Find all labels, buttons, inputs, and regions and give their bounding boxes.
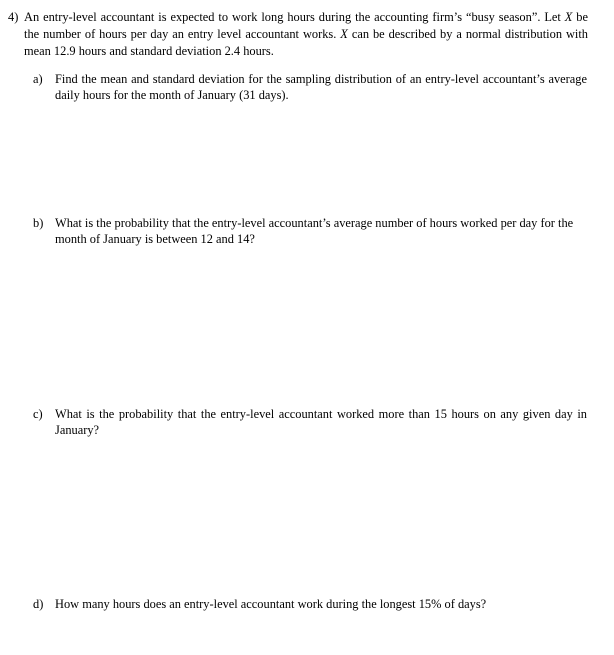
part-d-text: How many hours does an entry-level accountant work during the longest 15% of days?	[55, 597, 487, 611]
variable-x-2: X	[340, 27, 348, 41]
question-part-a	[33, 71, 587, 103]
part-b-text: What is the probability that the entry-level accountant’s average number of hours worked per day for the month of January is between 12 and 14?	[55, 216, 574, 246]
intro-text-1: An entry-level accountant is expected to work long hours during the accounting firm’s “busy season”. Let	[24, 10, 565, 24]
question-part-d	[33, 596, 587, 612]
question-part-b	[33, 215, 587, 247]
intro-text-3: can be described by a normal distribution with mean 12.9 hours and standard deviation 2.4 hours.	[24, 27, 588, 58]
part-c-text: What is the probability that the entry-level accountant worked more than 15 hours on any given day in January?	[55, 407, 587, 437]
part-a-text: Find the mean and standard deviation for the sampling distribution of an entry-level accountant’s average daily hours for the month of January (31 days).	[55, 72, 587, 102]
question-part-c	[33, 406, 587, 438]
part-c-label: c)	[33, 407, 43, 421]
variable-x: X	[564, 10, 573, 24]
problem-number: 4)	[8, 10, 19, 24]
problem-statement	[8, 9, 588, 60]
part-a-label: a)	[33, 72, 43, 86]
intro-text-2: be the number of hours per day an entry level accountant works.	[24, 10, 588, 41]
part-d-label: d)	[33, 597, 44, 611]
part-b-label: b)	[33, 216, 44, 230]
problem-intro	[24, 9, 588, 60]
